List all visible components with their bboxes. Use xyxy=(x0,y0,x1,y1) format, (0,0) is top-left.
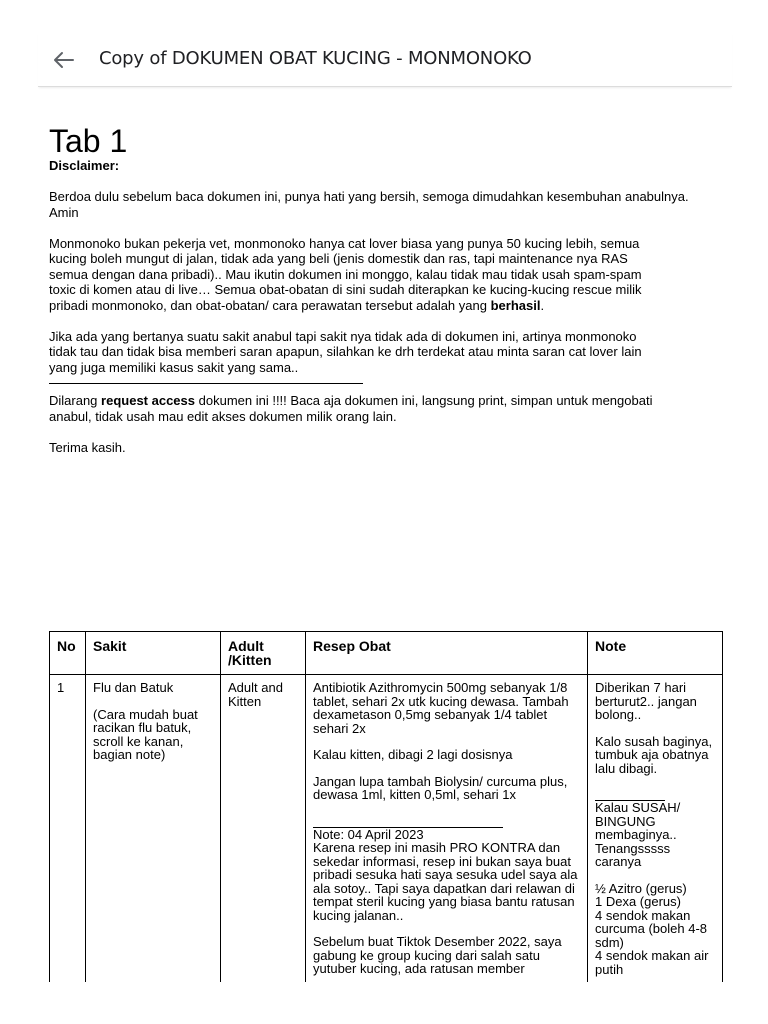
resep-text: Antibiotik Azithromycin 500mg sebanyak 1/8 tablet, sehari 2x utk kucing dewasa. Tambah dexametason 0,5mg sebanyak 1/4 tablet sehari 2x xyxy=(313,680,569,736)
intro-period: . xyxy=(540,297,545,313)
note-text: Kalo susah baginya, tumbuk aja obatnya lalu dibagi. xyxy=(595,733,713,776)
cell-resep xyxy=(306,675,588,983)
intro-line: kucing boleh mungut di jalan, tidak ada yang beli (jenis domestik dan ras, tapi maintenance nya RAS xyxy=(49,251,628,266)
resep-note-date: Note: 04 April 2023 xyxy=(313,826,424,842)
header-sakit: Sakit xyxy=(86,632,221,675)
note-recipe-line: 4 sendok makan curcuma (boleh 4-8 sdm) xyxy=(595,907,707,950)
document-title: Copy of DOKUMEN OBAT KUCING - MONMONOKO xyxy=(99,48,532,69)
cell-no: 1 xyxy=(50,675,86,983)
table-row xyxy=(50,675,723,983)
resep-text: Sebelum buat Tiktok Desember 2022, saya gabung ke group kucing dari salah satu yutuber kucing, ada ratusan member xyxy=(313,934,562,976)
bold-request-access: request access xyxy=(101,393,195,408)
paragraph-intro xyxy=(49,236,721,314)
resep-text: Kalau kitten, dibagi 2 lagi dosisnya xyxy=(313,747,513,762)
header-no: No xyxy=(50,632,86,675)
sakit-title: Flu dan Batuk xyxy=(93,680,174,695)
note-recipe-line: 1 Dexa (gerus) xyxy=(595,894,681,909)
cell-sakit xyxy=(86,675,221,983)
note-recipe-line: 4 sendok makan air putih xyxy=(595,948,709,977)
warning-rest: dokumen ini !!!! Baca aja dokumen ini, langsung print, simpan untuk mengobati xyxy=(198,393,653,408)
resep-divider xyxy=(313,815,503,828)
intro-line: toxic di komen atau di live… Semua obat-obatan di sini sudah diterapkan ke kucing-kucing rescue milik xyxy=(49,282,642,297)
note-recipe-line: ½ Azitro (gerus) xyxy=(595,880,687,896)
paragraph-warning xyxy=(49,393,721,424)
intro-line: pribadi monmonoko, dan obat-obatan/ cara perawatan tersebut adalah yang xyxy=(49,297,487,313)
intro-line: Monmonoko bukan pekerja vet, monmonoko hanya cat lover biasa yang punya 50 kucing lebih, semua xyxy=(49,235,640,251)
cell-note xyxy=(588,675,723,983)
back-arrow-icon[interactable] xyxy=(52,50,76,70)
question-line: yang juga memiliki kasus sakit yang sama.. xyxy=(49,359,299,375)
disclaimer-heading: Disclaimer: xyxy=(49,158,120,173)
resep-text: Jangan lupa tambah Biolysin/ curcuma plus, dewasa 1ml, kitten 0,5ml, sehari 1x xyxy=(313,773,568,802)
intro-line: semua dengan dana pribadi).. Mau ikutin dokumen ini monggo, kalau tidak mau tidak usah spam-spam xyxy=(49,266,642,282)
question-line: tidak tau dan tidak bisa memberi saran apapun, silahkan ke drh terdekat atau minta saran cat lover lain xyxy=(49,344,642,359)
question-line: Jika ada yang bertanya suatu sakit anabul tapi sakit nya tidak ada di dokumen ini, artinya monmonoko xyxy=(49,328,637,344)
bold-berhasil: berhasil xyxy=(490,297,541,313)
note-text: Diberikan 7 hari berturut2.. jangan bolong.. xyxy=(595,680,697,722)
cell-adult-kitten: Adult and Kitten xyxy=(221,675,306,983)
paragraph-question xyxy=(49,329,721,376)
table-header-row xyxy=(50,632,723,675)
sakit-note: (Cara mudah buat racikan flu batuk, scroll ke kanan, bagian note) xyxy=(93,706,198,762)
note-text: Kalau SUSAH/ BINGUNG membaginya.. Tenangsssss caranya xyxy=(595,800,681,869)
horizontal-divider xyxy=(49,375,363,384)
medicine-table xyxy=(49,631,723,982)
paragraph-thanks: Terima kasih. xyxy=(49,439,126,455)
warning-line: anabul, tidak usah mau edit akses dokumen milik orang lain. xyxy=(49,408,397,424)
warning-start: Dilarang xyxy=(49,393,98,408)
document-body xyxy=(49,124,721,455)
app-bar xyxy=(38,32,732,87)
resep-text: Karena resep ini masih PRO KONTRA dan sekedar informasi, resep ini bukan saya buat pribadi sesuka hati saya sesuka udel saya ala ala sotoy.. Tapi saya dapatkan dari relawan di tempat steril kucing yang biasa bantu ratusan kucing jalanan.. xyxy=(313,840,578,923)
paragraph-prayer: Berdoa dulu sebelum baca dokumen ini, punya hati yang bersih, semoga dimudahkan kesembuhan anabulnya. Amin xyxy=(49,189,689,220)
header-note: Note xyxy=(588,632,723,675)
header-resep-obat: Resep Obat xyxy=(306,632,588,675)
header-adult-kitten: Adult /Kitten xyxy=(221,632,306,675)
tab-title: Tab 1 xyxy=(49,123,128,159)
